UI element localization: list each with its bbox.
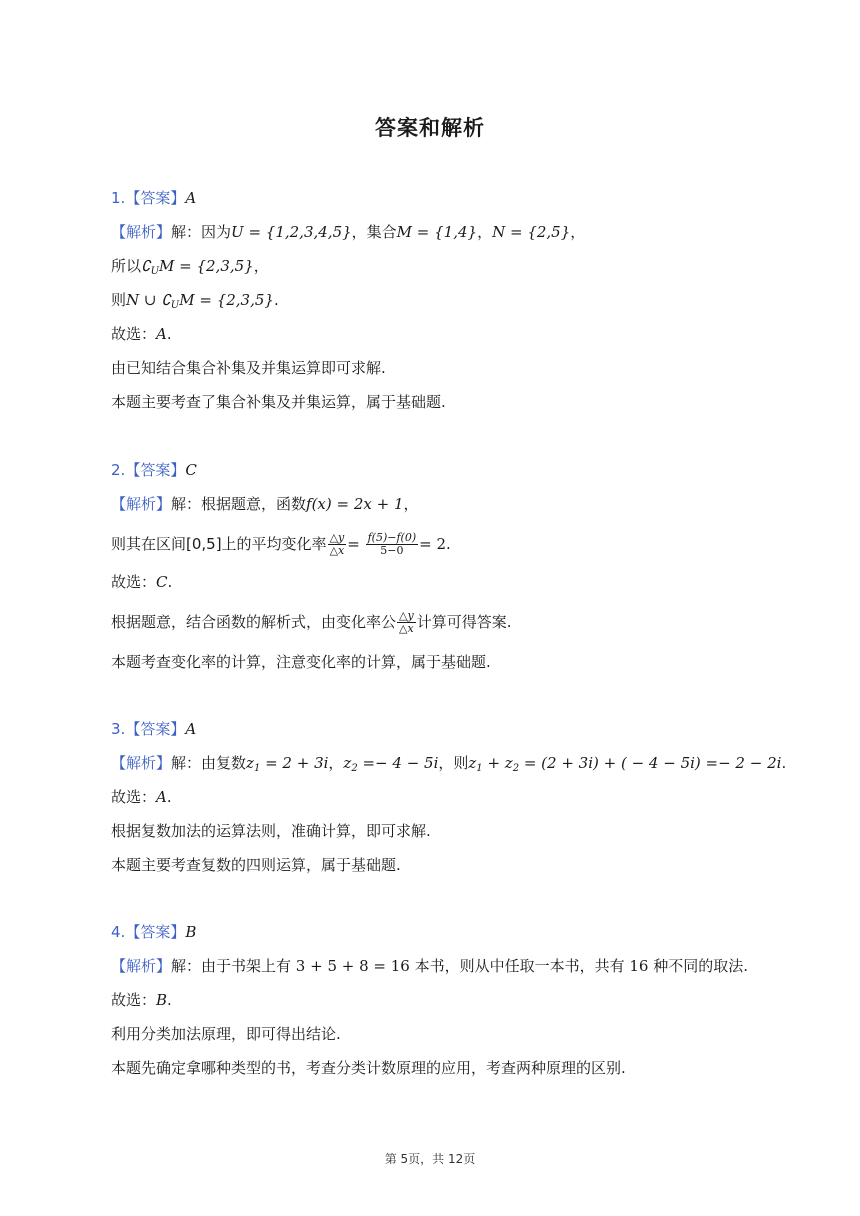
text: ， [253, 257, 269, 275]
math: N = {2,5} [492, 223, 571, 241]
subscript: 1 [476, 763, 483, 774]
math: = 2 + 3i [260, 754, 329, 772]
text: 本书，则从中任取一本书，共有 [414, 957, 625, 975]
q3-answer-line [111, 719, 196, 739]
math: = [347, 535, 360, 553]
text: 故选： [111, 788, 157, 806]
text: . [446, 535, 451, 553]
answer-label: 【答案】 [125, 461, 186, 479]
fraction [328, 532, 347, 557]
q2-analysis-line-4 [111, 608, 511, 636]
text: 解：由复数 [171, 754, 247, 772]
answer-label: 【答案】 [125, 923, 186, 941]
q3-analysis-line-3: 根据复数加法的运算法则，准确计算，即可求解. [111, 822, 431, 840]
q2-analysis-line-1 [111, 494, 419, 514]
math: z [343, 754, 352, 772]
math: 3 + 5 + 8 = 16 [291, 957, 415, 975]
page-title: 答案和解析 [375, 116, 485, 140]
text: ， [328, 754, 344, 772]
math: = 2 [419, 535, 447, 553]
math: z [246, 754, 254, 772]
subscript: 2 [512, 763, 520, 774]
math: + z [482, 754, 513, 772]
math: C [156, 573, 168, 591]
math [246, 754, 328, 772]
answer-label: 【答案】 [125, 720, 186, 738]
math: A [156, 325, 167, 343]
text: 解：根据题意，函数 [171, 495, 307, 513]
text: . [273, 291, 279, 309]
text: 则 [111, 291, 127, 309]
math: M = {2,3,5} [179, 291, 274, 309]
subscript: 1 [253, 763, 261, 774]
denominator: △x [399, 622, 414, 635]
subscript: U [170, 300, 180, 311]
text: ， [570, 223, 586, 241]
q4-analysis-line-1 [111, 956, 748, 976]
math: 16 [624, 957, 654, 975]
subscript: U [150, 266, 159, 277]
text: 故选： [111, 325, 157, 343]
q1-number: 1. [111, 189, 126, 207]
math [468, 754, 781, 772]
numerator: △y [399, 609, 414, 622]
text: . [781, 754, 787, 772]
analysis-label: 【解析】 [111, 754, 172, 772]
complement-symbol: ∁ [141, 257, 151, 275]
answer-label: 【答案】 [125, 189, 186, 207]
math: A [156, 788, 167, 806]
math: N ∪ ∁ [126, 291, 171, 309]
math: B [156, 991, 168, 1009]
analysis-label: 【解析】 [111, 223, 172, 241]
q2-analysis-line-2 [111, 530, 451, 558]
q1-answer-value: A [185, 189, 197, 207]
numerator: △y [329, 531, 345, 544]
text: ，集合 [351, 223, 397, 241]
q3-number: 3. [111, 720, 126, 738]
text: 计算可得答案. [416, 613, 512, 631]
math: U = {1,2,3,4,5} [231, 223, 352, 241]
q1-analysis-line-1 [111, 222, 585, 242]
math: z [468, 754, 477, 772]
text: ， [477, 223, 493, 241]
analysis-label: 【解析】 [111, 495, 172, 513]
text: 则其在区间[0,5]上的平均变化率 [111, 535, 327, 553]
q4-answer-value: B [185, 923, 197, 941]
q4-analysis-line-2 [111, 990, 172, 1010]
numerator: f(5)−f(0) [367, 531, 417, 544]
fraction [397, 610, 416, 635]
q1-answer-line [111, 188, 196, 208]
text: 故选： [111, 991, 157, 1009]
q2-number: 2. [111, 461, 126, 479]
text: ，则 [438, 754, 469, 772]
math: f(x) = 2x + 1 [306, 495, 404, 513]
text: . [167, 991, 172, 1009]
page-footer: 第 5页，共 12页 [384, 1152, 476, 1166]
text: 故选： [111, 573, 157, 591]
q1-analysis-line-3 [111, 290, 279, 310]
q1-analysis-line-2 [111, 256, 269, 276]
analysis-label: 【解析】 [111, 957, 172, 975]
text: . [166, 325, 172, 343]
text: ， [403, 495, 419, 513]
math [141, 257, 254, 275]
q4-analysis-line-4: 本题先确定拿哪种类型的书，考查分类计数原理的应用，考查两种原理的区别. [111, 1059, 626, 1077]
math: M = {1,4} [396, 223, 478, 241]
math: M = {2,3,5} [159, 257, 254, 275]
math [343, 754, 438, 772]
q1-analysis-line-6: 本题主要考查了集合补集及并集运算，属于基础题. [111, 393, 446, 411]
q2-analysis-line-3 [111, 572, 172, 592]
q4-number: 4. [111, 923, 126, 941]
text: 解：因为 [171, 223, 232, 241]
q1-analysis-line-5: 由已知结合集合补集及并集运算即可求解. [111, 359, 386, 377]
text: 解：由于书架上有 [171, 957, 292, 975]
denominator: 5−0 [380, 544, 404, 557]
q4-answer-line [111, 922, 196, 942]
text: 种不同的取法. [653, 957, 749, 975]
text: 所以 [111, 257, 142, 275]
q2-analysis-line-5: 本题考查变化率的计算，注意变化率的计算，属于基础题. [111, 653, 491, 671]
q3-analysis-line-1 [111, 753, 786, 773]
q3-answer-value: A [185, 720, 197, 738]
fraction [366, 532, 419, 557]
denominator: △x [329, 544, 345, 557]
q3-analysis-line-4: 本题主要考查复数的四则运算，属于基础题. [111, 856, 401, 874]
q3-analysis-line-2 [111, 787, 172, 807]
text: 根据题意，结合函数的解析式，由变化率公 [111, 613, 397, 631]
q4-analysis-line-3: 利用分类加法原理，即可得出结论. [111, 1025, 341, 1043]
math: = (2 + 3i) + ( − 4 − 5i) =− 2 − 2i [519, 754, 782, 772]
q2-answer-line [111, 460, 197, 480]
subscript: 2 [351, 763, 358, 774]
math: =− 4 − 5i [357, 754, 439, 772]
math [126, 291, 274, 309]
text: . [166, 788, 172, 806]
text: . [167, 573, 173, 591]
q1-analysis-line-4 [111, 324, 172, 344]
q2-answer-value: C [185, 461, 197, 479]
